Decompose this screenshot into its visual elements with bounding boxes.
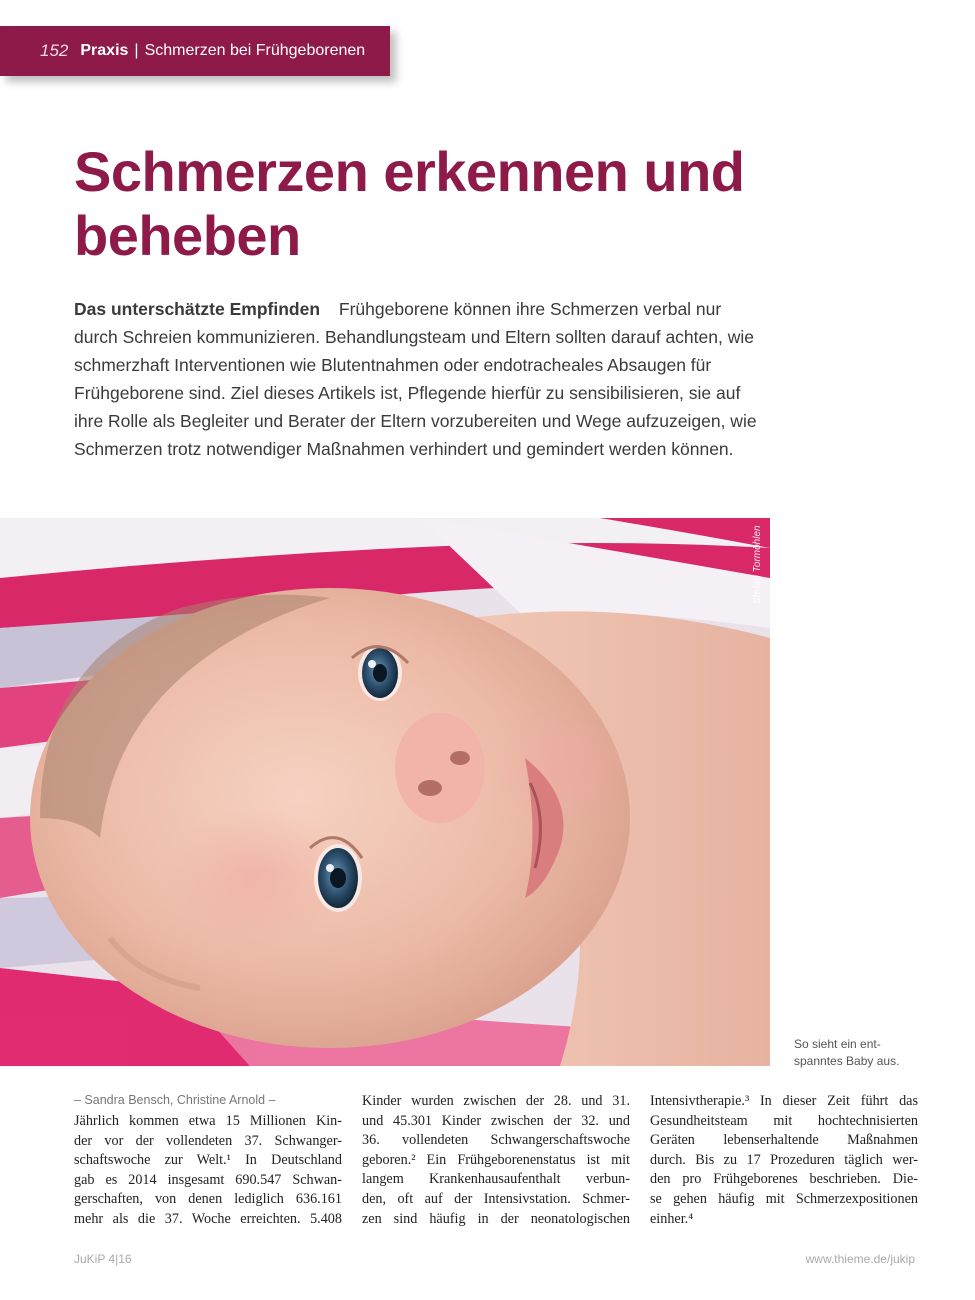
section-name: Praxis (80, 42, 129, 59)
body-line: 36. vollendeten Schwangerschaftswoche (362, 1132, 630, 1149)
body-column-1 (74, 1112, 342, 1230)
body-line: Gesundheitsteam mit hochtechnisierten (650, 1112, 918, 1129)
body-line: Kinder wurden zwischen der 28. und 31. (362, 1093, 630, 1109)
body-line: zen sind häufig in der neonatologischen (362, 1210, 630, 1227)
body-line: den, oft auf der Intensivstation. Schmer- (362, 1190, 630, 1207)
photo-credit: Stefan Tormöhlen (752, 525, 763, 604)
body-line: mehr als die 37. Woche erreichten. 5.408 (74, 1210, 342, 1227)
body-column-2 (362, 1092, 630, 1229)
article-lead (74, 295, 764, 463)
page-number: 152 (40, 41, 69, 60)
body-line: gab es 2014 insgesamt 690.547 Schwan- (74, 1171, 342, 1188)
journal-url[interactable]: www.thieme.de/jukip (805, 1252, 915, 1266)
body-line: durch. Bis zu 17 Prozeduren täglich wer- (650, 1151, 918, 1168)
photo-caption: So sieht ein ent- spanntes Baby aus. (794, 1037, 900, 1068)
body-line: der vor der vollendeten 37. Schwanger- (74, 1132, 342, 1149)
body-line: langem Krankenhausaufenthalt verbun- (362, 1171, 630, 1188)
lead-kicker: Das unterschätzte Empfinden (74, 299, 321, 319)
running-header (0, 26, 390, 76)
body-line: geboren.² Ein Frühgeborenenstatus ist mit (362, 1151, 630, 1168)
body-column-3 (650, 1092, 918, 1229)
body-line: Geräten lebenserhaltende Maßnahmen (650, 1132, 918, 1149)
body-line: se gehen häufig mit Schmerzexpositionen (650, 1190, 918, 1207)
journal-issue: JuKiP 4|16 (74, 1252, 132, 1266)
header-topic: Schmerzen bei Frühgeborenen (144, 42, 366, 59)
lead-text: Frühgeborene können ihre Schmerzen verbal nur durch Schreien kommunizieren. Behandlungsteam und Eltern sollten darauf achten, wie schmerzhaft Interventionen wie Blutentnahmen oder endotracheales Absaugen für Frühgeborene sind. Ziel dieses Artikels ist, Pflegende hierfür zu sensibilisieren, sie auf ihre Rolle als Begleiter und Berater der Eltern vorzubereiten und Wege aufzuzeigen, wie Schmerzen trotz notwendiger Maßnahmen verhindert und gemindert werden können. (74, 299, 757, 459)
body-line: den pro Frühgeborenes beschrieben. Die- (650, 1171, 918, 1188)
baby-photo-illustration (0, 518, 770, 1066)
body-line: Jährlich kommen etwa 15 Millionen Kin- (74, 1113, 342, 1129)
body-line: und 45.301 Kinder zwischen der 32. und (362, 1112, 630, 1129)
body-line: gerschaften, von denen lediglich 636.161 (74, 1191, 342, 1208)
body-line: schaftswoche zur Welt.¹ In Deutschland (74, 1152, 342, 1169)
body-line: Intensivtherapie.³ In dieser Zeit führt das (650, 1093, 918, 1109)
baby-photo (0, 518, 770, 1066)
article-authors: – Sandra Bensch, Christine Arnold – (74, 1093, 276, 1107)
body-line: einher.⁴ (650, 1210, 694, 1227)
header-separator: | (134, 42, 139, 59)
article-title: Schmerzen erkennen und beheben (74, 140, 745, 267)
